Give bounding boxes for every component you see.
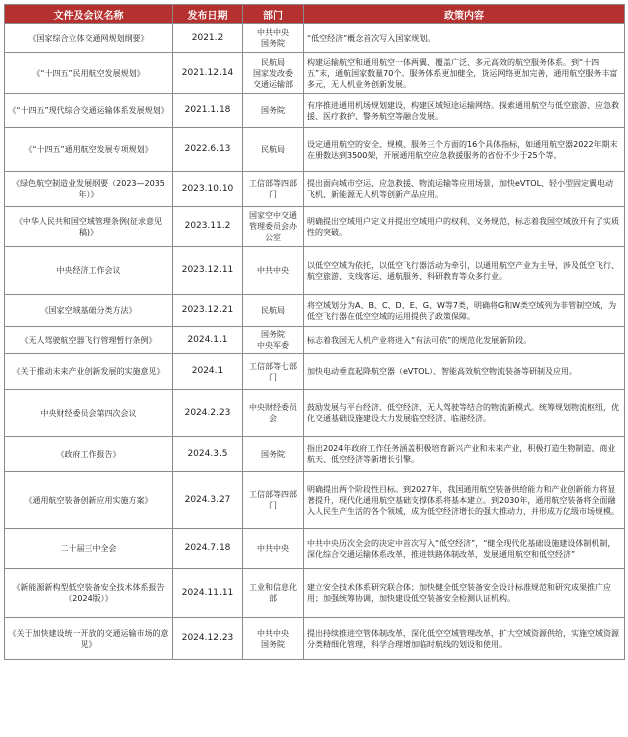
table-row: [5, 24, 625, 53]
policy-content-cell: 设定通用航空的安全、规模、服务三个方面的16个具体指标，如通用航空器2022年期末在册数达到3500架，开展通用航空应急救援服务的省份不少于25个等。: [304, 128, 625, 172]
policy-name-cell: 中央财经委员会第四次会议: [5, 390, 173, 437]
department-cell: 民航局 国家发改委 交通运输部: [243, 53, 304, 94]
policy-content-cell: 以低空空域为依托，以低空飞行器活动为牵引，以通用航空产业为主导，涉及低空飞行、航空旅游、支线客运、通航服务、科研教育等众多行业。: [304, 247, 625, 295]
policy-content-cell: 明确提出两个阶段性目标。到2027年，我国通用航空装备供给能力和产业创新能力将显著提升，现代化通用航空基础支撑体系将基本建立。到2030年，通用航空装备将全面融入人民生产生活的各个领域，成为低空经济增长的强大推动力，并形成万亿级市场规模。: [304, 472, 625, 529]
policy-content-cell: 指出2024年政府工作任务涵盖积极培育新兴产业和未来产业，积极打造生物制造、商业航天、低空经济等新增长引擎。: [304, 437, 625, 472]
policy-name-cell: 《“十四五”现代综合交通运输体系发展规划》: [5, 94, 173, 128]
table-row: [5, 618, 625, 660]
policy-name-cell: 《关于推动未来产业创新发展的实施意见》: [5, 354, 173, 390]
publish-date-cell: 2024.11.11: [173, 569, 243, 618]
table-row: [5, 207, 625, 247]
header-dept: 部门: [243, 5, 304, 24]
department-cell: 工信部等七部门: [243, 354, 304, 390]
department-cell: 中共中央 国务院: [243, 618, 304, 660]
department-cell: 中央财经委员会: [243, 390, 304, 437]
publish-date-cell: 2024.3.5: [173, 437, 243, 472]
table-row: [5, 390, 625, 437]
policy-name-cell: 《无人驾驶航空器飞行管理暂行条例》: [5, 327, 173, 354]
policy-content-cell: 标志着我国无人机产业将进入“有法可依”的规范化发展新阶段。: [304, 327, 625, 354]
table-row: [5, 529, 625, 569]
policy-content-cell: 提出持续推进空管体制改革，深化低空空域管理改革，扩大空域资源供给，实施空域资源分类精细化管理，科学合理增加临时航线的划设和使用。: [304, 618, 625, 660]
publish-date-cell: 2022.6.13: [173, 128, 243, 172]
policy-content-cell: 中共中央历次全会的决定中首次写入“低空经济”，“健全现代化基础设施建设体制机制，深化综合交通运输体系改革，推进铁路体制改革，发展通用航空和低空经济”: [304, 529, 625, 569]
table-row: [5, 327, 625, 354]
policy-content-cell: 提出面向城市空运、应急救援、物流运输等应用场景，加快eVTOL、轻小型固定翼电动飞机、新能源无人机等创新产品应用。: [304, 172, 625, 207]
publish-date-cell: 2024.3.27: [173, 472, 243, 529]
department-cell: 国务院: [243, 437, 304, 472]
department-cell: 中共中央: [243, 529, 304, 569]
policy-name-cell: 《“十四五”通用航空发展专项规划》: [5, 128, 173, 172]
table-row: [5, 247, 625, 295]
policy-name-cell: 《国家综合立体交通网规划纲要》: [5, 24, 173, 53]
policy-content-cell: 明确提出空域用户定义并提出空域用户的权利、义务规范，标志着我国空域放开有了实质性的突破。: [304, 207, 625, 247]
publish-date-cell: 2021.2: [173, 24, 243, 53]
publish-date-cell: 2021.12.14: [173, 53, 243, 94]
publish-date-cell: 2021.1.18: [173, 94, 243, 128]
department-cell: 民航局: [243, 128, 304, 172]
policy-name-cell: 《关于加快建设统一开放的交通运输市场的意见》: [5, 618, 173, 660]
department-cell: 工信部等四部门: [243, 172, 304, 207]
publish-date-cell: 2023.12.21: [173, 295, 243, 327]
publish-date-cell: 2024.1: [173, 354, 243, 390]
policy-content-cell: 将空域划分为A、B、C、D、E、G、W等7类，明确将G和W类空域列为非管制空域，为低空飞行器在低空空域的运用提供了政策保障。: [304, 295, 625, 327]
publish-date-cell: 2024.7.18: [173, 529, 243, 569]
table-header-row: [5, 5, 625, 24]
table-row: [5, 437, 625, 472]
policy-content-cell: 构建运输航空和通用航空一体两翼、覆盖广泛、多元高效的航空服务体系。到“十四五”末，通航国家数量70个。服务体系更加健全，货运网络更加完善，通用航空服务丰富多元，无人机业务创新发展。: [304, 53, 625, 94]
publish-date-cell: 2024.1.1: [173, 327, 243, 354]
policy-content-cell: “低空经济”概念首次写入国家规划。: [304, 24, 625, 53]
department-cell: 国家空中交通管理委员会办公室: [243, 207, 304, 247]
publish-date-cell: 2024.2.23: [173, 390, 243, 437]
header-date: 发布日期: [173, 5, 243, 24]
policy-content-cell: 建立安全技术体系研究联合体；加快健全低空装备安全设计标准规范和研究成果推广应用；加强统筹协调，加快建设低空装备安全检测认证机构。: [304, 569, 625, 618]
policy-content-cell: 加快电动垂直起降航空器（eVTOL）、智能高效航空物流装备等研制及应用。: [304, 354, 625, 390]
policy-name-cell: 《新能源新构型低空装备安全技术体系报告（2024版）》: [5, 569, 173, 618]
publish-date-cell: 2023.11.2: [173, 207, 243, 247]
table-row: [5, 172, 625, 207]
policy-name-cell: 中央经济工作会议: [5, 247, 173, 295]
table-row: [5, 472, 625, 529]
publish-date-cell: 2023.12.11: [173, 247, 243, 295]
policy-name-cell: 《中华人民共和国空域管理条例(征求意见稿)》: [5, 207, 173, 247]
policy-name-cell: 《绿色航空制造业发展纲要（2023—2035年）》: [5, 172, 173, 207]
department-cell: 国务院: [243, 94, 304, 128]
department-cell: 工信部等四部门: [243, 472, 304, 529]
publish-date-cell: 2023.10.10: [173, 172, 243, 207]
policy-content-cell: 有序推进通用机场规划建设，构建区域短途运输网络。探索通用航空与低空旅游、应急救援、医疗救护、警务航空等融合发展。: [304, 94, 625, 128]
policy-table: [4, 4, 625, 660]
header-name: 文件及会议名称: [5, 5, 173, 24]
policy-name-cell: 《通用航空装备创新应用实施方案》: [5, 472, 173, 529]
department-cell: 国务院 中央军委: [243, 327, 304, 354]
department-cell: 民航局: [243, 295, 304, 327]
policy-table-container: [4, 4, 624, 660]
policy-name-cell: 《政府工作报告》: [5, 437, 173, 472]
table-row: [5, 569, 625, 618]
table-row: [5, 128, 625, 172]
table-row: [5, 94, 625, 128]
policy-name-cell: 二十届三中全会: [5, 529, 173, 569]
policy-name-cell: 《国家空域基础分类方法》: [5, 295, 173, 327]
policy-name-cell: 《“十四五”民用航空发展规划》: [5, 53, 173, 94]
table-body: [5, 24, 625, 660]
policy-content-cell: 鼓励发展与平台经济、低空经济、无人驾驶等结合的物流新模式。统筹规划物流枢纽，优化交通基础设施建设大力发展临空经济、临港经济。: [304, 390, 625, 437]
department-cell: 中共中央: [243, 247, 304, 295]
table-row: [5, 295, 625, 327]
table-row: [5, 53, 625, 94]
department-cell: 中共中央 国务院: [243, 24, 304, 53]
table-row: [5, 354, 625, 390]
department-cell: 工业和信息化部: [243, 569, 304, 618]
header-content: 政策内容: [304, 5, 625, 24]
publish-date-cell: 2024.12.23: [173, 618, 243, 660]
